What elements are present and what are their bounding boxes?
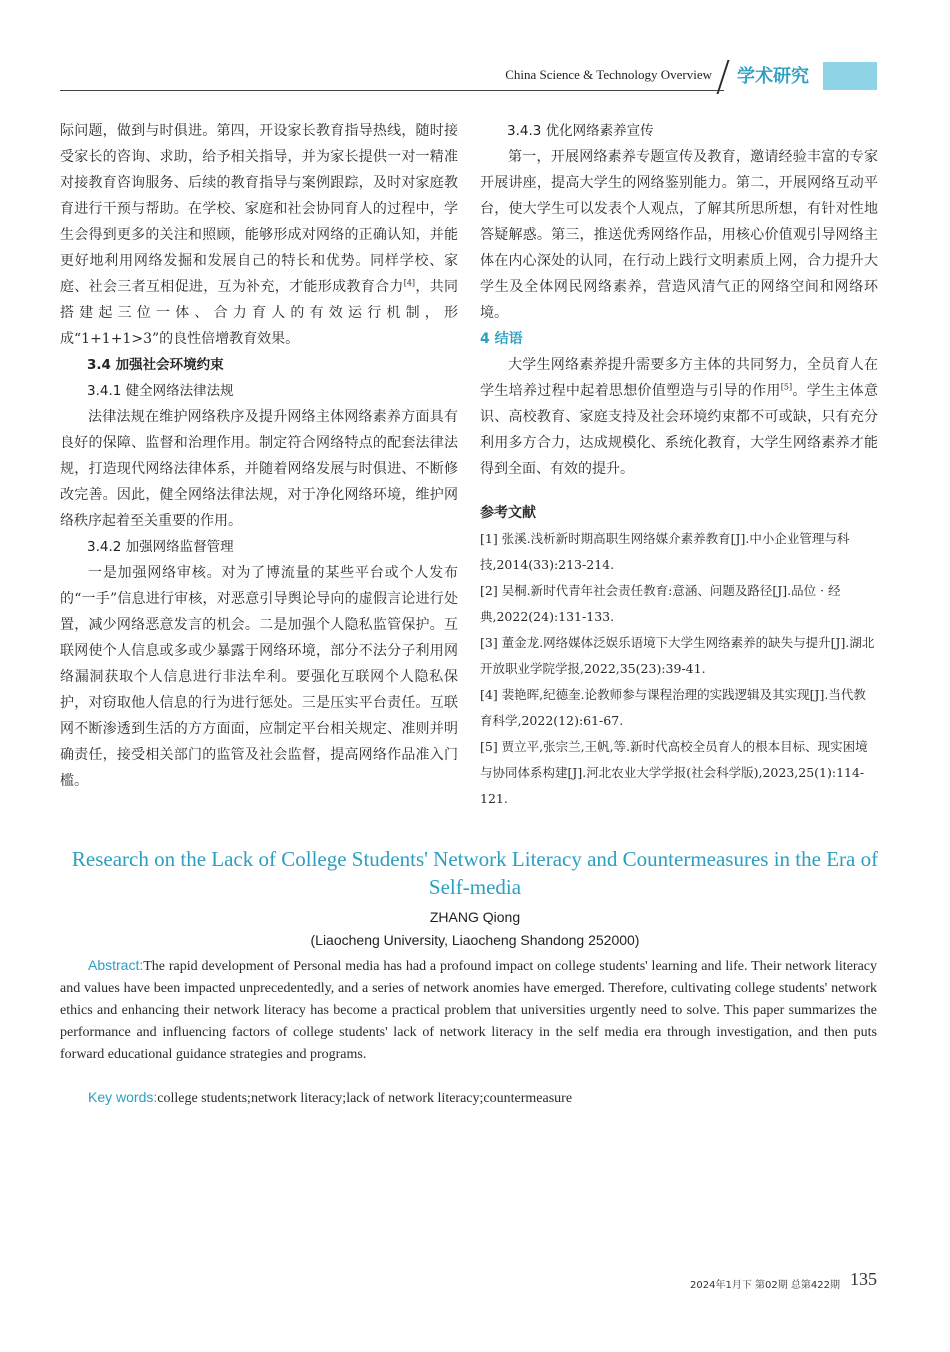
header-accent-block <box>823 62 877 90</box>
header-rule <box>60 90 724 91</box>
paragraph-text: 际问题，做到与时俱进。第四，开设家长教育指导热线，随时接受家长的咨询、求助，给予相关指导，并为家长提供一对一精准对接教育咨询服务、后续的教育指导与案例跟踪，及时对家庭教育进行干预与帮助。在学校、家庭和社会协同育人的过程中，学生会得到更多的关注和照顾，能够形成对网络的正确认知，并能更好地利用网络发掘和发展自己的特长和优势。同样学校、家庭、社会三者互相促进，互为补充，才能形成教育合力 <box>60 123 458 295</box>
abstract-label: Abstract: <box>88 957 144 973</box>
reference-item: [1] 张溪.浅析新时期高职生网络媒介素养教育[J].中小企业管理与科技,2014(33):213-214. <box>480 531 850 572</box>
paragraph-continued <box>60 118 458 352</box>
paragraph-3-4-3: 第一，开展网络素养专题宣传及教育，邀请经验丰富的专家开展讲座，提高大学生的网络鉴别能力。第二，开展网络互动平台，使大学生可以发表个人观点，了解其所思所想，有针对性地答疑解惑。第三，推送优秀网络作品，用核心价值观引导网络主体在内心深处的认同，在行动上践行文明素质上网，合力提升大学生及全体网民网络素养，营造风清气正的网络空间和网络环境。 <box>480 149 878 321</box>
reference-item: [3] 董金龙.网络媒体泛娱乐语境下大学生网络素养的缺失与提升[J].湖北开放职业学院学报,2022,35(23):39-41. <box>480 635 875 676</box>
paragraph-text-tail: ，共同搭建起三位一体、合力育人的有效运行机制，形成“1+1+1>3”的良性倍增教育效果。 <box>60 279 459 347</box>
paragraph-3-4-2: 一是加强网络审核。对为了博流量的某些平台或个人发布的“一手”信息进行审核，对恶意引导舆论导向的虚假言论进行处置，减少网络恶意发言的机会。二是加强个人隐私监管保护。互联网使个人信息或多或少暴露于网络环境，部分不法分子利用网络漏洞获取个人信息进行非法牟利。要强化互联网个人隐私保护，对窃取他人信息的行为进行惩处。三是压实平台责任。互联网不断渗透到生活的方方面面，应制定平台相关规定、准则并明确责任，接受相关部门的监管及社会监督，提高网络作品准入门槛。 <box>60 565 458 789</box>
english-abstract <box>60 954 877 1066</box>
journal-name: China Science & Technology Overview <box>505 67 712 82</box>
abstract-text: The rapid development of Personal media has had a profound impact on college students' learning and life. Their network literacy and values have been impacted unprecedentedly, and a series of network anomies have emerged. Therefore, cultivating college students' network ethics and enhancing their network literacy has become a practical problem that universities urgently need to solve. This paper summarizes the performance and influencing factors of college students' lack of network literacy in the self media era through investigation, and then puts forward educational guidance strategies and programs. <box>60 959 877 1062</box>
english-author: ZHANG Qiong <box>429 909 521 925</box>
reference-item: [4] 裴艳晖,纪德奎.论教师参与课程治理的实践逻辑及其实现[J].当代教育科学,2022(12):61-67. <box>480 687 866 728</box>
heading-conclusion: 4 结语 <box>480 331 523 347</box>
heading-3-4-2: 3.4.2 加强网络监督管理 <box>87 539 234 555</box>
keywords-label: Key words: <box>88 1089 158 1105</box>
reference-item: [2] 吴桐.新时代青年社会责任教育:意涵、问题及路径[J].品位 · 经典,2022(24):131-133. <box>480 583 841 624</box>
paragraph-text: 大学生网络素养提升需要多方主体的共同努力，全员育人在学生培养过程中起着思想价值塑造与引导的作用 <box>480 357 878 399</box>
left-column <box>60 118 458 794</box>
citation-5: [5] <box>780 382 793 392</box>
page-number: 135 <box>850 1269 877 1289</box>
section-title: 学术研究 <box>737 66 809 87</box>
keywords-text: college students;network literacy;lack of network literacy;countermeasure <box>157 1091 573 1106</box>
header-divider-slash <box>716 60 729 94</box>
paragraph-text-tail: 。学生主体意识、高校教育、家庭支持及社会环境约束都不可或缺，只有充分利用多方合力，达成规模化、系统化教育，大学生网络素养才能得到全面、有效的提升。 <box>480 383 879 477</box>
heading-3-4: 3.4 加强社会环境约束 <box>87 357 224 373</box>
references-heading: 参考文献 <box>480 505 536 521</box>
english-title: Research on the Lack of College Students' Network Literacy and Countermeasures in the Era of Self-media <box>71 847 879 899</box>
paragraph-3-4-1: 法律法规在维护网络秩序及提升网络主体网络素养方面具有良好的保障、监督和治理作用。制定符合网络特点的配套法律法规，打造现代网络法律体系，并随着网络发展与时俱进、不断修改完善。因此，健全网络法律法规，对于净化网络环境，维护网络秩序起着至关重要的作用。 <box>60 409 458 529</box>
heading-3-4-3: 3.4.3 优化网络素养宣传 <box>507 123 654 139</box>
issue-info: 2024年1月下 第02期 总第422期 <box>690 1280 840 1291</box>
citation-4: [4] <box>403 278 416 288</box>
reference-item: [5] 贾立平,张宗兰,王帆,等.新时代高校全员育人的根本目标、现实困境与协同体系构建[J].河北农业大学学报(社会科学版),2023,25(1):114-121. <box>480 739 868 806</box>
english-affiliation: (Liaocheng University, Liaocheng Shandong 252000) <box>310 932 640 948</box>
english-keywords <box>88 1086 877 1110</box>
right-column <box>480 118 878 812</box>
paragraph-conclusion <box>480 352 878 482</box>
heading-3-4-1: 3.4.1 健全网络法律法规 <box>87 383 234 399</box>
